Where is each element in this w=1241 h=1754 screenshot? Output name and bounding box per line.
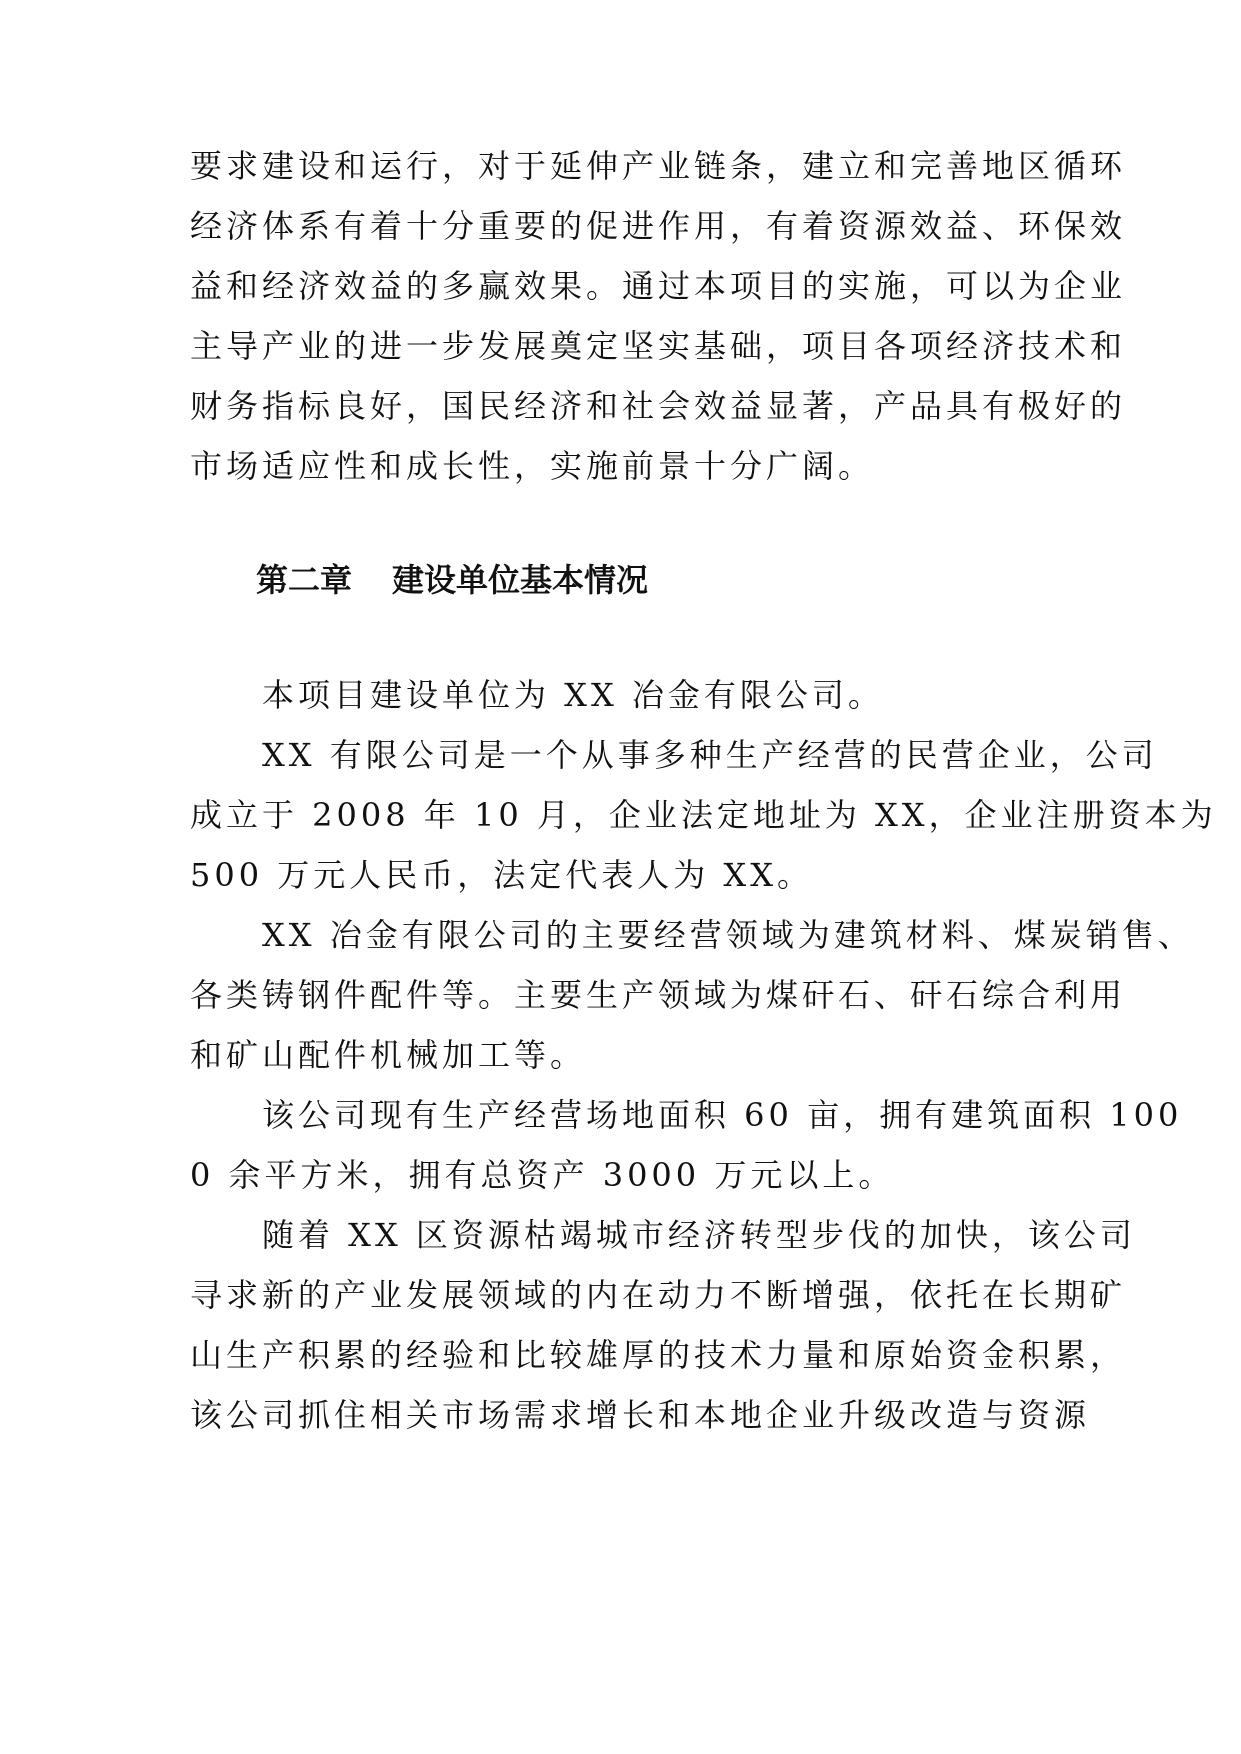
text-line: 山生产积累的经验和比较雄厚的技术力量和原始资金积累， bbox=[190, 1336, 1127, 1374]
text-line: XX 冶金有限公司的主要经营领域为建筑材料、煤炭销售、 bbox=[190, 916, 1194, 954]
chapter-number: 第二章 bbox=[256, 561, 353, 599]
text-line: 随着 XX 区资源枯竭城市经济转型步伐的加快，该公司 bbox=[190, 1216, 1136, 1254]
text-line: 成立于 2008 年 10 月，企业法定地址为 XX，企业注册资本为 bbox=[190, 796, 1217, 834]
text-line: 该公司现有生产经营场地面积 60 亩，拥有建筑面积 100 bbox=[190, 1096, 1183, 1134]
text-line: 和矿山配件机械加工等。 bbox=[190, 1036, 587, 1074]
text-line: 该公司抓住相关市场需求增长和本地企业升级改造与资源 bbox=[190, 1396, 1091, 1434]
text-line: 主导产业的进一步发展奠定坚实基础，项目各项经济技术和 bbox=[190, 327, 1127, 365]
text-line: 本项目建设单位为 XX 冶金有限公司。 bbox=[190, 676, 884, 714]
text-line: 500 万元人民币，法定代表人为 XX。 bbox=[190, 856, 813, 894]
text-line: 市场适应性和成长性，实施前景十分广阔。 bbox=[190, 447, 875, 485]
text-line: 0 余平方米，拥有总资产 3000 万元以上。 bbox=[190, 1156, 895, 1194]
text-line: 财务指标良好，国民经济和社会效益显著，产品具有极好的 bbox=[190, 387, 1127, 425]
chapter-heading bbox=[256, 560, 648, 600]
text-line: 寻求新的产业发展领域的内在动力不断增强，依托在长期矿 bbox=[190, 1276, 1127, 1314]
chapter-title: 建设单位基本情况 bbox=[392, 561, 649, 599]
text-line: XX 有限公司是一个从事多种生产经营的民营企业，公司 bbox=[190, 736, 1158, 774]
text-line: 要求建设和运行，对于延伸产业链条，建立和完善地区循环 bbox=[190, 147, 1127, 185]
text-line: 益和经济效益的多赢效果。通过本项目的实施，可以为企业 bbox=[190, 267, 1127, 305]
text-line: 经济体系有着十分重要的促进作用，有着资源效益、环保效 bbox=[190, 207, 1127, 245]
text-line: 各类铸钢件配件等。主要生产领域为煤矸石、矸石综合利用 bbox=[190, 976, 1127, 1014]
